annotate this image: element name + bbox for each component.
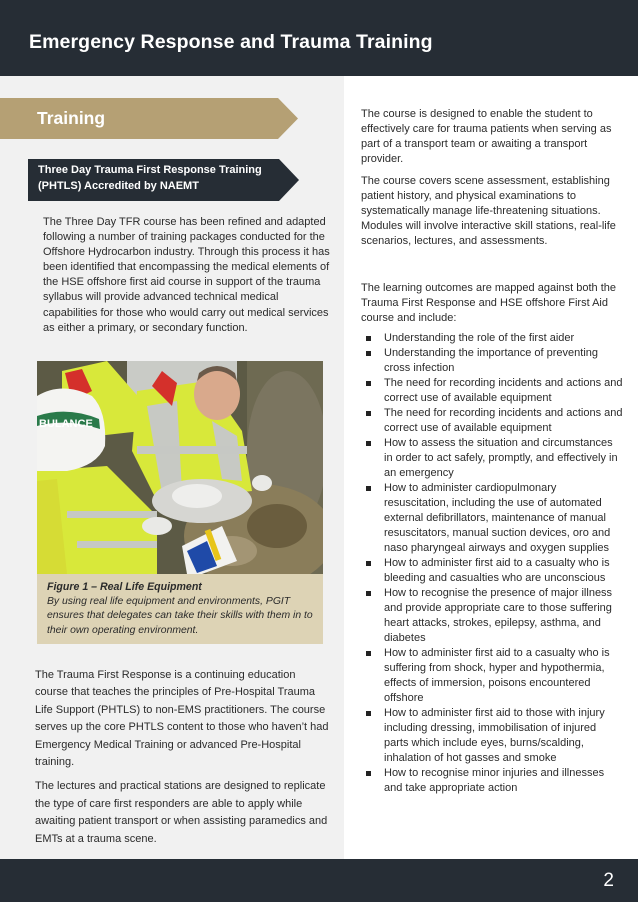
list-item: How to assess the situation and circumstances in order to act safely, promptly, and effectively in an emergency bbox=[361, 436, 623, 481]
course-title-line-1: Three Day Trauma First Response Training bbox=[38, 164, 262, 176]
list-item: Understanding the role of the first aider bbox=[361, 331, 623, 346]
list-item: How to recognise minor injuries and illnesses and take appropriate action bbox=[361, 766, 623, 796]
learning-outcomes-list bbox=[361, 331, 623, 796]
right-body-text bbox=[361, 107, 623, 796]
helmet-text: BULANCE bbox=[39, 418, 93, 430]
right-paragraph: The course is designed to enable the student to effectively care for trauma patients when serving as part of a transport team or awaiting a transport provider. bbox=[361, 108, 612, 165]
page-footer bbox=[0, 859, 638, 902]
list-item: How to administer first aid to a casualty who is bleeding and casualties who are unconscious bbox=[361, 556, 623, 586]
list-item: Understanding the importance of preventing cross infection bbox=[361, 346, 623, 376]
training-section-banner bbox=[0, 98, 298, 139]
list-item: How to recognise the presence of major illness and provide appropriate care to those suffering heart attacks, strokes, epilepsy, asthma, and diabetes bbox=[361, 586, 623, 646]
left-body-text bbox=[35, 667, 330, 855]
left-paragraph: The Trauma First Response is a continuing education course that teaches the principles of Pre-Hospital Trauma Life Support (PHTLS) to non-EMS practitioners. The course serves up the core PHTLS content to those who haven’t had Emergency Medical Training or advanced Pre-Hospital training. bbox=[35, 669, 329, 769]
training-photo bbox=[37, 361, 323, 574]
list-item: The need for recording incidents and actions and correct use of available equipment bbox=[361, 406, 623, 436]
figure-caption-body: By using real life equipment and environments, PGIT ensures that delegates can take their skills with them in to their own operating environment. bbox=[47, 596, 313, 636]
figure-caption bbox=[37, 574, 323, 644]
figure-caption-title: Figure 1 – Real Life Equipment bbox=[47, 581, 202, 593]
list-item: How to administer cardiopulmonary resuscitation, including the use of automated external defibrillators, maintenance of manual resuscitators, manual suction devices, oro and naso pharyngeal airways and oxygen supplies bbox=[361, 481, 623, 556]
course-title-line-2: (PHTLS) Accredited by NAEMT bbox=[38, 180, 199, 192]
list-item: How to administer first aid to a casualty who is suffering from shock, hyper and hypothermia, effects of immersion, poisons encountered offshore bbox=[361, 646, 623, 706]
training-banner-label: Training bbox=[37, 108, 106, 128]
page-header bbox=[0, 0, 638, 76]
paramedics-training-illustration bbox=[37, 361, 323, 574]
list-item: The need for recording incidents and actions and correct use of available equipment bbox=[361, 376, 623, 406]
right-paragraph: The course covers scene assessment, establishing patient history, and physical examinations to systematically manage life-threatening situations. Modules will involve interactive skill stations, real-life scenarios, lectures, and assessments. bbox=[361, 175, 616, 247]
course-title-banner bbox=[28, 159, 299, 201]
intro-paragraph: The Three Day TFR course has been refined and adapted following a number of training packages conducted for the Offshore Hydrocarbon industry. Through this process it has been identified that encompassing the medical elements of the HSE offshore first aid course in support of the trauma syllabus will provide advanced technical medical capabilities for those who would carry out medical services as either a primary, or secondary function. bbox=[43, 216, 330, 334]
page-number: 2 bbox=[603, 870, 614, 891]
course-title bbox=[38, 162, 262, 194]
right-paragraph: The learning outcomes are mapped against both the Trauma First Response and HSE offshore First Aid course and include: bbox=[361, 282, 616, 324]
page-title: Emergency Response and Trauma Training bbox=[29, 31, 433, 53]
list-item: How to administer first aid to those with injury including dressing, immobilisation of injured parts which include eyes, burns/scalding, inhalation of hot gasses and smoke bbox=[361, 706, 623, 766]
left-paragraph: The lectures and practical stations are designed to replicate the type of care first responders are able to apply while awaiting patient transport or when assisting paramedics and EMTs at a trauma scene. bbox=[35, 780, 328, 845]
